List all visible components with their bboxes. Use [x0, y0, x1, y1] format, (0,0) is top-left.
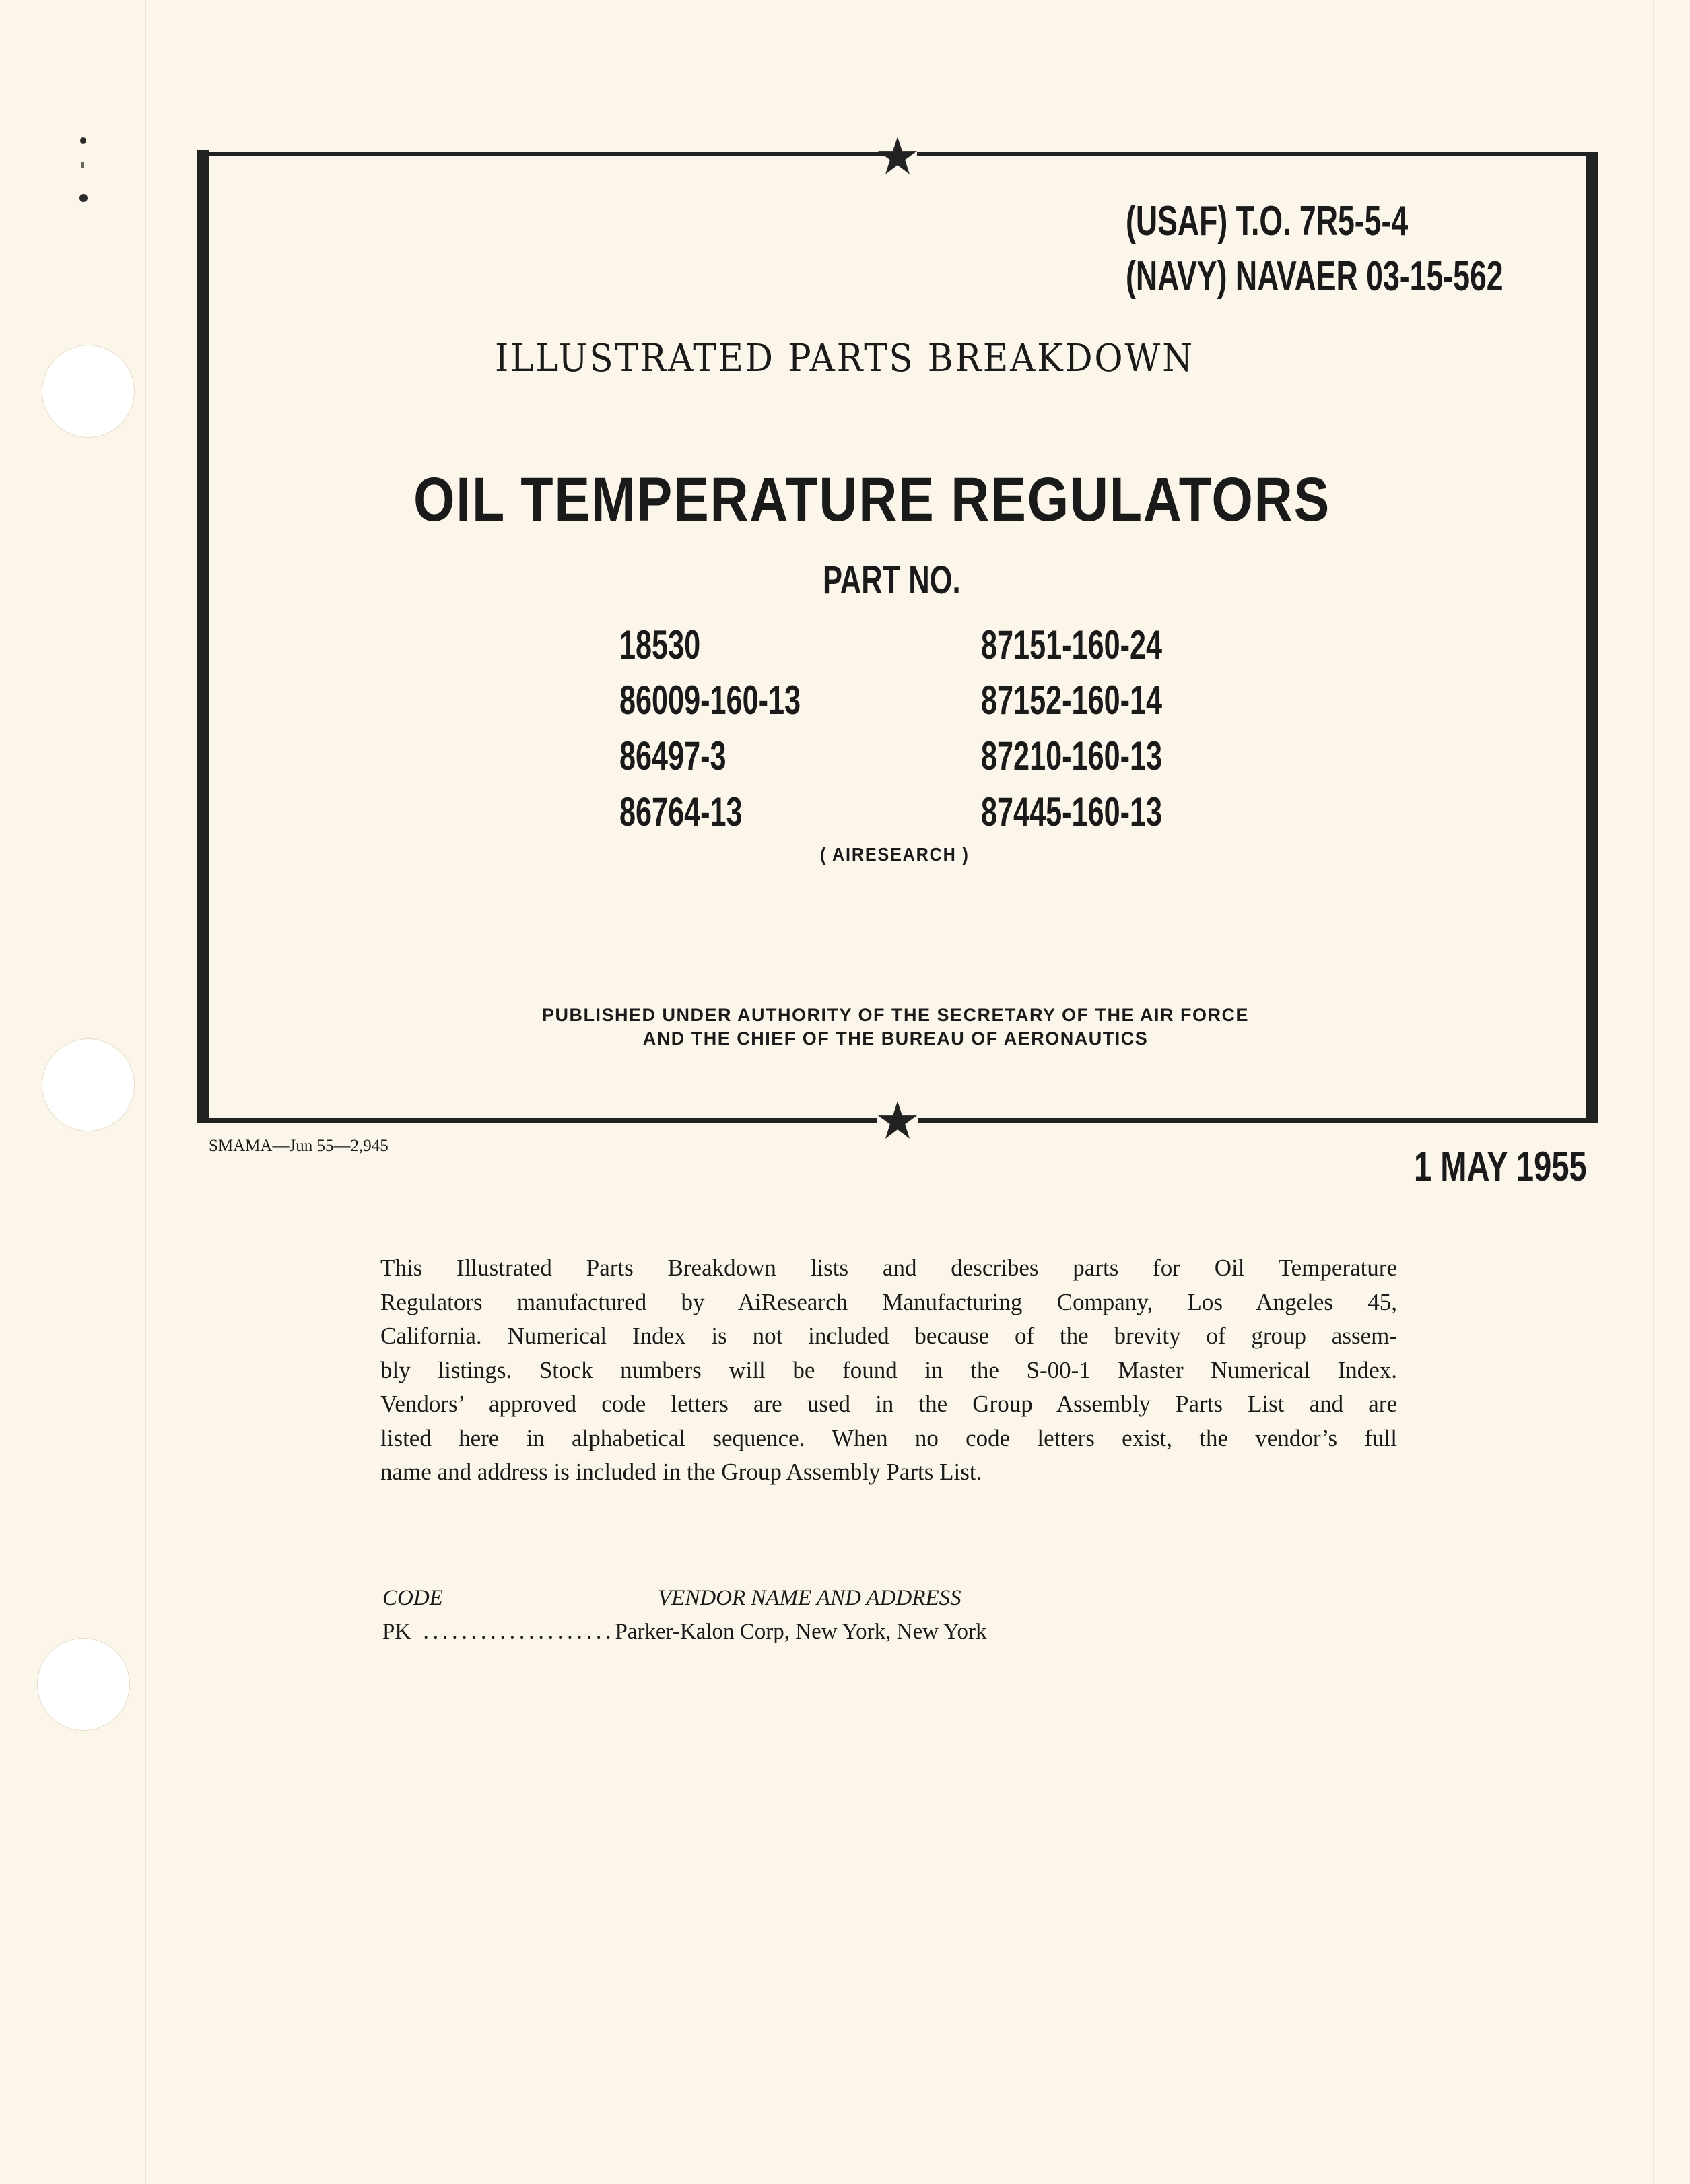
part-number: 87210-160-13: [981, 733, 1163, 779]
part-number: 87151-160-24: [981, 622, 1163, 667]
star-icon: [877, 1099, 918, 1141]
paragraph-line: California. Numerical Index is not included because of the brevity of group assem-: [380, 1323, 1397, 1349]
publication-date: 1 MAY 1955: [1414, 1144, 1587, 1190]
document-heading: ILLUSTRATED PARTS BREAKDOWN: [495, 337, 1194, 380]
navy-designation: (NAVY) NAVAER 03-15-562: [1126, 253, 1503, 300]
authority-statement: [498, 1003, 1293, 1051]
paragraph-line: listed here in alphabetical sequence. When no code letters exist, the vendor’s full: [380, 1424, 1397, 1451]
print-code: SMAMA—Jun 55—2,945: [209, 1137, 388, 1155]
authority-line-2: AND THE CHIEF OF THE BUREAU OF AERONAUTICS: [642, 1028, 1149, 1049]
paragraph-line: bly listings. Stock numbers will be found in the S-00-1 Master Numerical Index.: [380, 1356, 1397, 1383]
part-no-label: PART NO.: [823, 558, 961, 602]
part-number: 86764-13: [619, 789, 743, 834]
vendor-code: PK: [382, 1620, 411, 1644]
paragraph-line: Regulators manufactured by AiResearch Manufacturing Company, Los Angeles 45,: [380, 1288, 1397, 1315]
usaf-designation: (USAF) T.O. 7R5-5-4: [1126, 198, 1409, 244]
paper-fold-line: [145, 0, 146, 2184]
punch-hole: [42, 345, 135, 438]
part-number: 87152-160-14: [981, 677, 1163, 723]
part-number: 86009-160-13: [619, 677, 801, 723]
frame-left-border: [197, 150, 209, 1123]
star-icon: [877, 135, 918, 176]
frame-right-border: [1586, 152, 1598, 1123]
part-number: 87445-160-13: [981, 789, 1163, 834]
frame-top-border-right: [917, 152, 1586, 156]
code-column-header: CODE: [382, 1586, 443, 1610]
vendor-name-address: Parker-Kalon Corp, New York, New York: [615, 1620, 987, 1644]
part-number: 18530: [619, 622, 701, 667]
paragraph-line: name and address is included in the Group Assembly Parts List.: [380, 1459, 982, 1485]
intro-paragraph: [380, 1251, 1397, 1490]
part-number: 86497-3: [619, 733, 726, 779]
paragraph-line: Vendors’ approved code letters are used in the Group Assembly Parts List and are: [380, 1391, 1397, 1417]
paper-fold-line: [1653, 0, 1654, 2184]
vendor-column-header: VENDOR NAME AND ADDRESS: [658, 1586, 961, 1610]
frame-bottom-border-left: [197, 1118, 877, 1123]
authority-line-1: PUBLISHED UNDER AUTHORITY OF THE SECRETARY OF THE AIR FORCE: [541, 1005, 1250, 1025]
dot-leader: ....................: [423, 1620, 615, 1644]
binding-stain: [79, 137, 86, 202]
paragraph-line: This Illustrated Parts Breakdown lists and describes parts for Oil Temperature: [380, 1255, 1397, 1281]
manufacturer-note: ( AIRESEARCH ): [820, 844, 970, 865]
frame-top-border-left: [209, 152, 887, 156]
punch-hole: [37, 1638, 130, 1731]
table-row: [382, 1620, 987, 1645]
punch-hole: [42, 1038, 135, 1131]
frame-bottom-border-right: [918, 1118, 1586, 1123]
document-title: OIL TEMPERATURE REGULATORS: [413, 465, 1330, 534]
